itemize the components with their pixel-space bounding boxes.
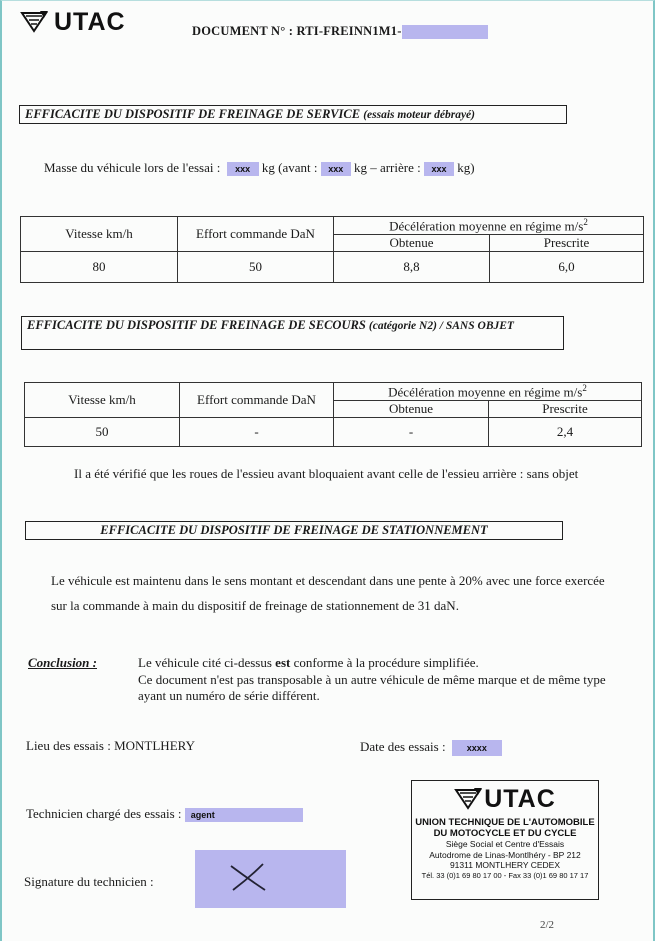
col-header-obtained: Obtenue bbox=[334, 235, 490, 252]
col-header-required: Prescrite bbox=[490, 235, 644, 252]
secours-title-note: (catégorie N2) / SANS OBJET bbox=[368, 320, 514, 332]
stamp-logo bbox=[412, 784, 598, 814]
signature-label: Signature du technicien : bbox=[24, 874, 154, 889]
mass-total-redacted: xxx bbox=[227, 162, 259, 176]
stamp-line-1: UNION TECHNIQUE DE L'AUTOMOBILE bbox=[415, 817, 595, 828]
test-location: Lieu des essais : MONTLHERY bbox=[26, 738, 195, 753]
test-date-line bbox=[360, 739, 502, 756]
utac-logo-text: UTAC bbox=[54, 7, 126, 36]
document-number-label: DOCUMENT N° : RTI-FREINN1M1- bbox=[192, 24, 402, 38]
mass-label: Masse du véhicule lors de l'essai : bbox=[44, 160, 221, 175]
stamp-logo-text: UTAC bbox=[484, 784, 556, 813]
service-section-title bbox=[19, 105, 567, 124]
mass-front-label: kg (avant : bbox=[261, 160, 318, 175]
col-header-effort: Effort commande DaN bbox=[178, 217, 334, 252]
cell-obtained: - bbox=[334, 418, 489, 447]
document-number-redacted bbox=[402, 25, 488, 39]
conclusion-line-1: Le véhicule cité ci-dessus est conforme à la procédure simplifiée. bbox=[138, 655, 479, 670]
secours-section-title bbox=[21, 316, 564, 350]
parking-section-title: EFFICACITE DU DISPOSITIF DE FREINAGE DE STATIONNEMENT bbox=[25, 521, 563, 540]
cell-obtained: 8,8 bbox=[334, 252, 490, 283]
secours-results-table bbox=[24, 382, 642, 447]
signature-cross-icon bbox=[195, 850, 346, 908]
utac-stamp bbox=[411, 780, 599, 900]
stamp-line-2: DU MOTOCYCLE ET DU CYCLE bbox=[433, 828, 577, 839]
col-header-speed: Vitesse km/h bbox=[25, 383, 180, 418]
service-title-note: (essais moteur débrayé) bbox=[363, 109, 475, 121]
axle-lock-note: Il a été vérifié que les roues de l'essieu avant bloquaient avant celle de l'essieu arrière : sans objet bbox=[74, 466, 579, 481]
parking-text-line-2: sur la commande à main du dispositif de freinage de stationnement de 31 daN. bbox=[51, 598, 459, 613]
parking-text-line-1: Le véhicule est maintenu dans le sens montant et descendant dans une pente à 20% avec une force exercée bbox=[51, 573, 605, 588]
secours-title-text: EFFICACITE DU DISPOSITIF DE FREINAGE DE SECOURS bbox=[27, 318, 366, 332]
conclusion-line-2: Ce document n'est pas transposable à un autre véhicule de même marque et de même type bbox=[138, 672, 606, 687]
utac-emblem-icon bbox=[454, 787, 484, 811]
test-date-redacted: xxxx bbox=[452, 740, 502, 756]
technician-redacted: agent bbox=[185, 808, 303, 822]
table-row bbox=[25, 418, 642, 447]
cell-required: 6,0 bbox=[490, 252, 644, 283]
mass-end-label: kg) bbox=[457, 160, 475, 175]
utac-emblem-icon bbox=[20, 10, 50, 34]
cell-speed: 80 bbox=[21, 252, 178, 283]
cell-required: 2,4 bbox=[489, 418, 642, 447]
col-header-deceleration: Décélération moyenne en régime $m/s^2$ bbox=[334, 217, 644, 235]
document-number bbox=[192, 24, 488, 39]
test-date-label: Date des essais : bbox=[360, 739, 446, 754]
cell-effort: 50 bbox=[178, 252, 334, 283]
mass-rear-redacted: xxx bbox=[424, 162, 454, 176]
conclusion-label: Conclusion : bbox=[28, 655, 97, 670]
service-title-text: EFFICACITE DU DISPOSITIF DE FREINAGE DE SERVICE bbox=[25, 107, 361, 121]
vehicle-mass-line bbox=[44, 160, 475, 176]
col-header-required: Prescrite bbox=[489, 401, 642, 418]
stamp-line-4: Autodrome de Linas-Montlhéry - BP 212 bbox=[429, 849, 581, 860]
col-header-effort: Effort commande DaN bbox=[180, 383, 334, 418]
table-row bbox=[21, 252, 644, 283]
utac-logo bbox=[20, 7, 126, 37]
technician-line bbox=[26, 806, 303, 822]
stamp-line-3: Siège Social et Centre d'Essais bbox=[445, 839, 565, 849]
signature-redacted bbox=[195, 850, 346, 908]
mass-front-redacted: xxx bbox=[321, 162, 351, 176]
mass-rear-label: kg – arrière : bbox=[353, 160, 421, 175]
stamp-line-6: Tél. 33 (0)1 69 80 17 00 - Fax 33 (0)1 69 80 17 17 bbox=[421, 870, 589, 880]
cell-effort: - bbox=[180, 418, 334, 447]
col-header-deceleration: Décélération moyenne en régime $m/s^2$ bbox=[334, 383, 642, 401]
conclusion-line-3: ayant un numéro de série différent. bbox=[138, 688, 320, 703]
col-header-obtained: Obtenue bbox=[334, 401, 489, 418]
page-number: 2/2 bbox=[540, 919, 555, 931]
technician-label: Technicien chargé des essais : bbox=[26, 806, 182, 821]
service-results-table bbox=[20, 216, 644, 283]
col-header-speed: Vitesse km/h bbox=[21, 217, 178, 252]
stamp-line-5: 91311 MONTLHERY CEDEX bbox=[449, 860, 561, 870]
cell-speed: 50 bbox=[25, 418, 180, 447]
